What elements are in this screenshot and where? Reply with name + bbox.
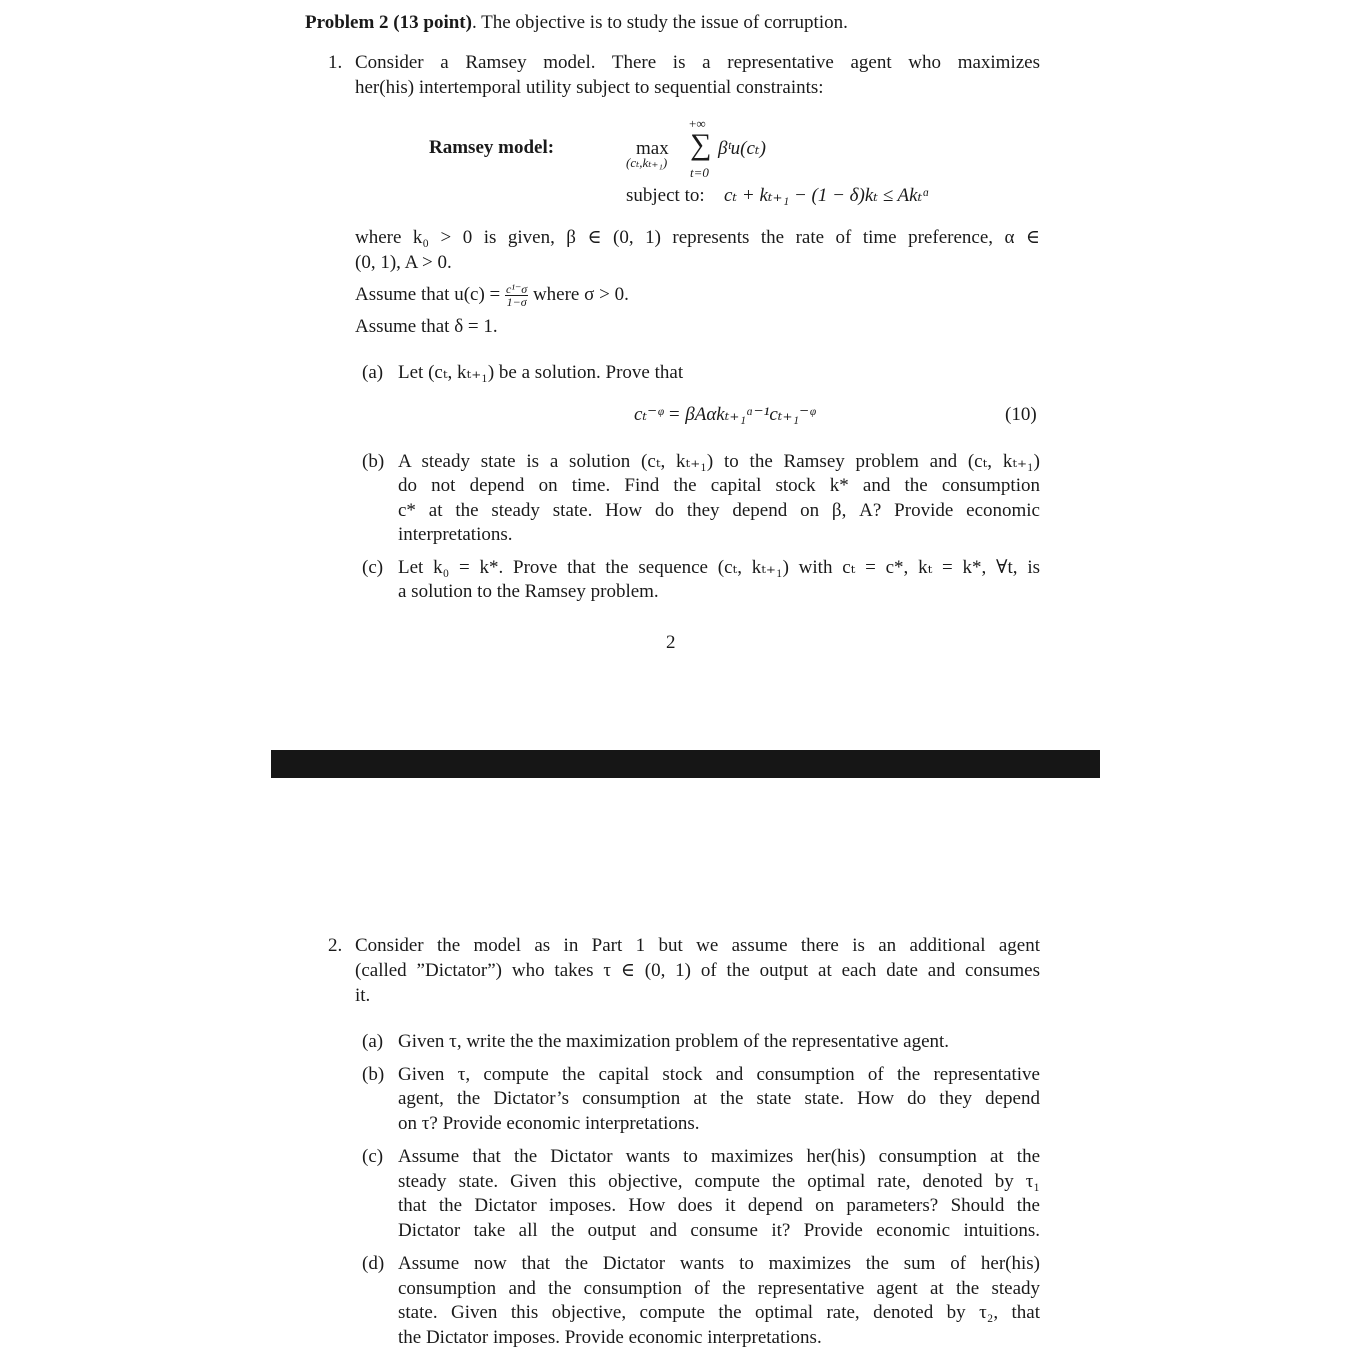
part-2c-line: Dictator take all the output and consume it? Provide economic intuitions. xyxy=(398,1220,1040,1241)
part-2a-line: Given τ, write the the maximization problem of the representative agent. xyxy=(398,1031,950,1052)
item-2-line: it. xyxy=(355,985,371,1006)
problem-objective: . The objective is to study the issue of corruption. xyxy=(471,12,848,33)
item-1-number: 1. xyxy=(328,52,343,73)
part-2d-line: consumption and the consumption of the representative agent at the steady xyxy=(398,1278,1040,1299)
part-b-line: A steady state is a solution (cₜ, kₜ₊₁) to the Ramsey problem and (cₜ, kₜ₊₁) xyxy=(398,451,1040,472)
part-b-line: c* at the steady state. How do they depend on β, A? Provide economic xyxy=(398,500,1040,521)
part-c-line: Let k₀ = k*. Prove that the sequence (cₜ, kₜ₊₁) with cₜ = c*, kₜ = k*, ∀t, is xyxy=(398,557,1040,578)
sum-sign: ∑ xyxy=(690,128,712,161)
part-2c-line: Assume that the Dictator wants to maximizes her(his) consumption at the xyxy=(398,1146,1040,1167)
part-a-label: (a) xyxy=(362,362,384,383)
part-2c-line: that the Dictator imposes. How does it depend on parameters? Should the xyxy=(398,1195,1040,1216)
assume-utility-prefix: Assume that u(c) = xyxy=(355,284,501,305)
part-2c-label: (c) xyxy=(362,1146,384,1167)
assume-utility-suffix: where σ > 0. xyxy=(532,284,629,305)
where-clause-cont: (0, 1), A > 0. xyxy=(355,252,452,273)
item-2-line: Consider the model as in Part 1 but we assume there is an additional agent xyxy=(355,935,1040,956)
assume-delta: Assume that δ = 1. xyxy=(355,316,498,337)
part-b-line: do not depend on time. Find the capital stock k* and the consumption xyxy=(398,475,1040,496)
page-number: 2 xyxy=(666,632,676,653)
equation-number: (10) xyxy=(1005,404,1037,425)
resource-constraint: cₜ + kₜ₊₁ − (1 − δ)kₜ ≤ Akₜᵅ xyxy=(724,185,930,206)
part-2a-label: (a) xyxy=(362,1031,384,1052)
part-2d-line: Assume now that the Dictator wants to maximizes the sum of her(his) xyxy=(398,1253,1040,1274)
part-2d-label: (d) xyxy=(362,1253,385,1274)
part-2b-line: on τ? Provide economic interpretations. xyxy=(398,1113,700,1134)
part-c-line: a solution to the Ramsey problem. xyxy=(398,581,659,602)
part-b-line: interpretations. xyxy=(398,524,513,545)
problem-title: Problem 2 (13 point) xyxy=(305,12,472,33)
ramsey-model-label: Ramsey model: xyxy=(429,137,555,158)
where-clause: where k₀ > 0 is given, β ∈ (0, 1) represents the rate of time preference, α ∈ xyxy=(355,227,1040,248)
part-a-text: Let (cₜ, kₜ₊₁) be a solution. Prove that xyxy=(398,362,684,383)
part-c-label: (c) xyxy=(362,557,384,578)
utility-denominator: 1−σ xyxy=(506,295,527,310)
part-2b-label: (b) xyxy=(362,1064,385,1085)
part-2d-line: state. Given this objective, compute the optimal rate, denoted by τ₂, that xyxy=(398,1302,1040,1323)
redaction-bar xyxy=(271,750,1100,778)
subject-to-label: subject to: xyxy=(626,185,705,206)
item-1-line: Consider a Ramsey model. There is a representative agent who maximizes xyxy=(355,52,1040,73)
utility-fraction xyxy=(505,283,528,308)
objective-function: βᵗu(cₜ) xyxy=(718,138,766,159)
part-2c-line: steady state. Given this objective, compute the optimal rate, denoted by τ₁ xyxy=(398,1171,1040,1192)
assume-utility xyxy=(355,282,629,308)
utility-numerator: c¹⁻σ xyxy=(506,282,528,297)
euler-equation: cₜ⁻ᵠ = βAαkₜ₊₁ᵅ⁻¹cₜ₊₁⁻ᵠ xyxy=(634,404,815,425)
problem-heading xyxy=(305,10,1065,35)
max-subscript: (cₜ,kₜ₊₁) xyxy=(626,155,668,170)
part-2b-line: Given τ, compute the capital stock and consumption of the representative xyxy=(398,1064,1040,1085)
item-2-line: (called ”Dictator”) who takes τ ∈ (0, 1) of the output at each date and consumes xyxy=(355,960,1040,981)
item-1-line: her(his) intertemporal utility subject to sequential constraints: xyxy=(355,77,824,98)
sum-lower-limit: t=0 xyxy=(690,165,709,180)
sum-upper-limit: +∞ xyxy=(689,116,706,131)
item-2-number: 2. xyxy=(328,935,343,956)
part-b-label: (b) xyxy=(362,451,385,472)
part-2b-line: agent, the Dictator’s consumption at the state state. How do they depend xyxy=(398,1088,1040,1109)
part-2d-line: the Dictator imposes. Provide economic interpretations. xyxy=(398,1327,822,1348)
max-operator: max xyxy=(636,138,669,159)
